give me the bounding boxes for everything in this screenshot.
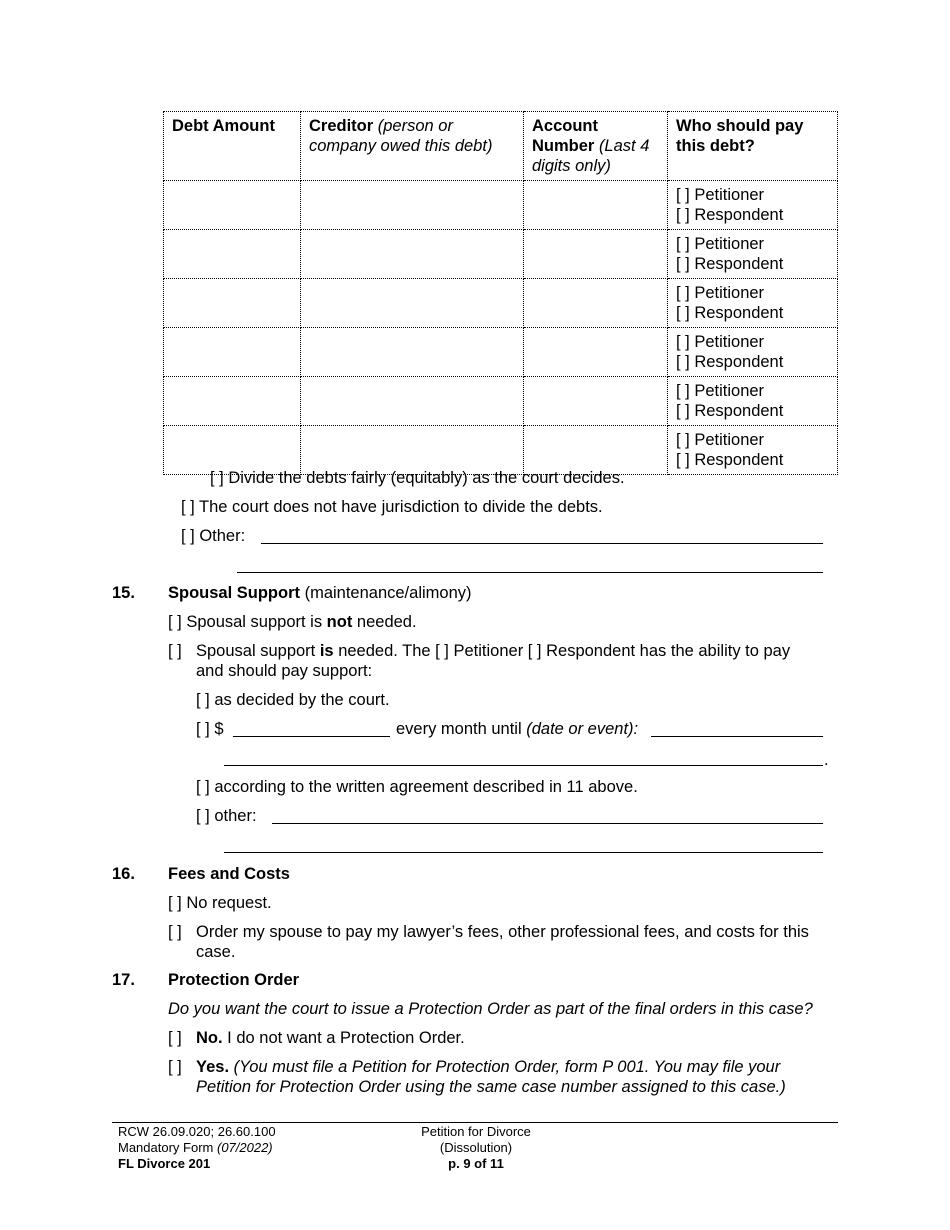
respondent-checkbox[interactable]: [ ] Respondent (676, 451, 784, 469)
section-16-number: 16. (112, 865, 135, 883)
section-17-number: 17. (112, 971, 135, 989)
other-debts-line[interactable] (261, 543, 823, 544)
creditor-cell[interactable] (301, 377, 524, 426)
table-header-row (164, 112, 838, 181)
footer-mandatory: Mandatory Form (07/2022) (118, 1140, 273, 1155)
support-other-line-2[interactable] (224, 852, 823, 853)
table-row (164, 328, 838, 377)
account-cell[interactable] (524, 181, 668, 230)
other-debts-option[interactable]: [ ] Other: (181, 527, 246, 545)
period: . (824, 751, 829, 769)
as-decided-option[interactable]: [ ] as decided by the court. (196, 691, 390, 709)
section-17-title: Protection Order (168, 971, 300, 989)
who-pays-cell (668, 279, 838, 328)
amount-line[interactable] (233, 736, 390, 737)
account-cell[interactable] (524, 279, 668, 328)
monthly-amount-option[interactable]: [ ] $ (196, 720, 224, 738)
petitioner-checkbox[interactable]: [ ] Petitioner (676, 431, 765, 449)
header-debt-amount: Debt Amount (164, 112, 301, 181)
creditor-cell[interactable] (301, 181, 524, 230)
who-pays-cell (668, 328, 838, 377)
support-needed-text-2: and should pay support: (196, 662, 373, 680)
footer-page-number: p. 9 of 11 (448, 1156, 504, 1171)
creditor-cell[interactable] (301, 328, 524, 377)
divide-debts-option[interactable]: [ ] Divide the debts fairly (equitably) as the court decides. (210, 469, 625, 487)
debt-amount-cell[interactable] (164, 181, 301, 230)
petitioner-checkbox[interactable]: [ ] Petitioner (676, 235, 765, 253)
debt-amount-cell[interactable] (164, 279, 301, 328)
debt-amount-cell[interactable] (164, 377, 301, 426)
until-date-line[interactable] (651, 736, 823, 737)
creditor-cell[interactable] (301, 230, 524, 279)
footer-title: Petition for Divorce (421, 1124, 531, 1139)
support-needed-text: Spousal support is needed. The [ ] Petitioner [ ] Respondent has the ability to pay (196, 642, 791, 660)
respondent-checkbox[interactable]: [ ] Respondent (676, 304, 784, 322)
header-who-pays: Who should pay this debt? (668, 112, 838, 181)
respondent-checkbox[interactable]: [ ] Respondent (676, 255, 784, 273)
respondent-checkbox[interactable]: [ ] Respondent (676, 402, 784, 420)
support-needed-checkbox[interactable]: [ ] (168, 642, 182, 660)
until-label: every month until (date or event): (396, 720, 639, 738)
who-pays-cell (668, 377, 838, 426)
table-row (164, 279, 838, 328)
who-pays-cell (668, 426, 838, 475)
other-debts-line-2[interactable] (237, 572, 823, 573)
no-jurisdiction-option[interactable]: [ ] The court does not have jurisdiction to divide the debts. (181, 498, 603, 516)
footer-form-id: FL Divorce 201 (118, 1156, 211, 1171)
account-cell[interactable] (524, 377, 668, 426)
creditor-cell[interactable] (301, 279, 524, 328)
support-not-needed-option[interactable]: [ ] Spousal support is not needed. (168, 613, 417, 631)
petitioner-checkbox[interactable]: [ ] Petitioner (676, 284, 765, 302)
support-other-option[interactable]: [ ] other: (196, 807, 257, 825)
respondent-checkbox[interactable]: [ ] Respondent (676, 353, 784, 371)
protection-no-text: No. I do not want a Protection Order. (196, 1029, 465, 1047)
table-row (164, 181, 838, 230)
no-request-option[interactable]: [ ] No request. (168, 894, 272, 912)
protection-no-checkbox[interactable]: [ ] (168, 1029, 182, 1047)
support-other-line[interactable] (272, 823, 823, 824)
who-pays-cell (668, 230, 838, 279)
debt-amount-cell[interactable] (164, 230, 301, 279)
table-row (164, 230, 838, 279)
written-agreement-option[interactable]: [ ] according to the written agreement described in 11 above. (196, 778, 638, 796)
who-pays-cell (668, 181, 838, 230)
header-creditor: Creditor (person or company owed this debt) (301, 112, 524, 181)
petitioner-checkbox[interactable]: [ ] Petitioner (676, 333, 765, 351)
order-fees-text: Order my spouse to pay my lawyer’s fees, other professional fees, and costs for this (196, 923, 809, 941)
protection-yes-text-2: Petition for Protection Order using the same case number assigned to this case.) (196, 1078, 786, 1096)
header-account-number: Account Number (Last 4 digits only) (524, 112, 668, 181)
footer-rule (112, 1122, 838, 1123)
section-16-title: Fees and Costs (168, 865, 290, 883)
respondent-checkbox[interactable]: [ ] Respondent (676, 206, 784, 224)
order-fees-text-2: case. (196, 943, 236, 961)
debt-amount-cell[interactable] (164, 328, 301, 377)
section-15-title: Spousal Support (maintenance/alimony) (168, 584, 472, 602)
section-15-number: 15. (112, 584, 135, 602)
footer-subtitle: (Dissolution) (439, 1140, 513, 1155)
account-cell[interactable] (524, 230, 668, 279)
account-cell[interactable] (524, 328, 668, 377)
petitioner-checkbox[interactable]: [ ] Petitioner (676, 186, 765, 204)
order-fees-checkbox[interactable]: [ ] (168, 923, 182, 941)
petitioner-checkbox[interactable]: [ ] Petitioner (676, 382, 765, 400)
protection-yes-checkbox[interactable]: [ ] (168, 1058, 182, 1076)
debts-table (163, 111, 838, 475)
table-row (164, 377, 838, 426)
protection-yes-text: Yes. (You must file a Petition for Protection Order, form P 001. You may file your (196, 1058, 781, 1076)
footer-rcw: RCW 26.09.020; 26.60.100 (118, 1124, 276, 1139)
until-date-line-2[interactable] (224, 765, 823, 766)
protection-order-question: Do you want the court to issue a Protection Order as part of the final orders in this case? (168, 1000, 813, 1018)
